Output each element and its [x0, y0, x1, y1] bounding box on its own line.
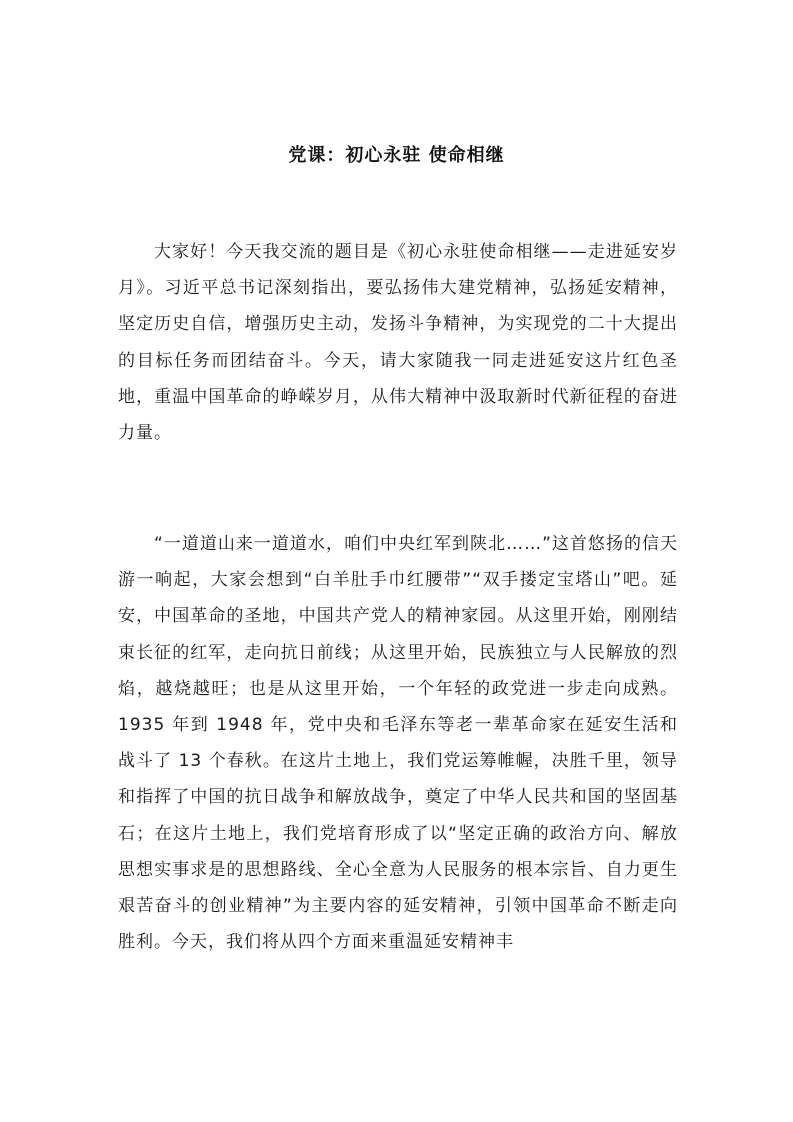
body-paragraph: 大家好！今天我交流的题目是《初心永驻使命相继——走进延安岁月》。习近平总书记深刻指出，要弘扬伟大建党精神，弘扬延安精神，坚定历史自信，增强历史主动，发扬斗争精神，为实现党的二十大提出的目标任务而团结奋斗。今天，请大家随我一同走进延安这片红色圣地，重温中国革命的峥嵘岁月，从伟大精神中汲取新时代新征程的奋进力量。	[118, 242, 678, 444]
document-title: 党课：初心永驻 使命相继	[288, 145, 505, 167]
body-paragraph: “一道道山来一道道水，咱们中央红军到陕北……”这首悠扬的信天游一响起，大家会想到“白羊肚手巾红腰带”“双手搂定宝塔山”吧。延安，中国革命的圣地，中国共产党人的精神家园。从这里开始，刚刚结束长征的红军，走向抗日前线；从这里开始，民族独立与人民解放的烈焰，越烧越旺；也是从这里开始，一个年轻的政党进一步走向成熟。1935 年到 1948 年，党中央和毛泽东等老一辈革命家在延安生活和战斗了 13 个春秋。在这片土地上，我们党运筹帷幄，决胜千里，领导和指挥了中国的抗日战争和解放战争，奠定了中华人民共和国的坚固基石；在这片土地上，我们党培育形成了以“坚定正确的政治方向、解放思想实事求是的思想路线、全心全意为人民服务的根本宗旨、自力更生艰苦奋斗的创业精神”为主要内容的延安精神，引领中国革命不断走向胜利。今天，我们将从四个方面来重温延安精神丰	[118, 534, 678, 953]
